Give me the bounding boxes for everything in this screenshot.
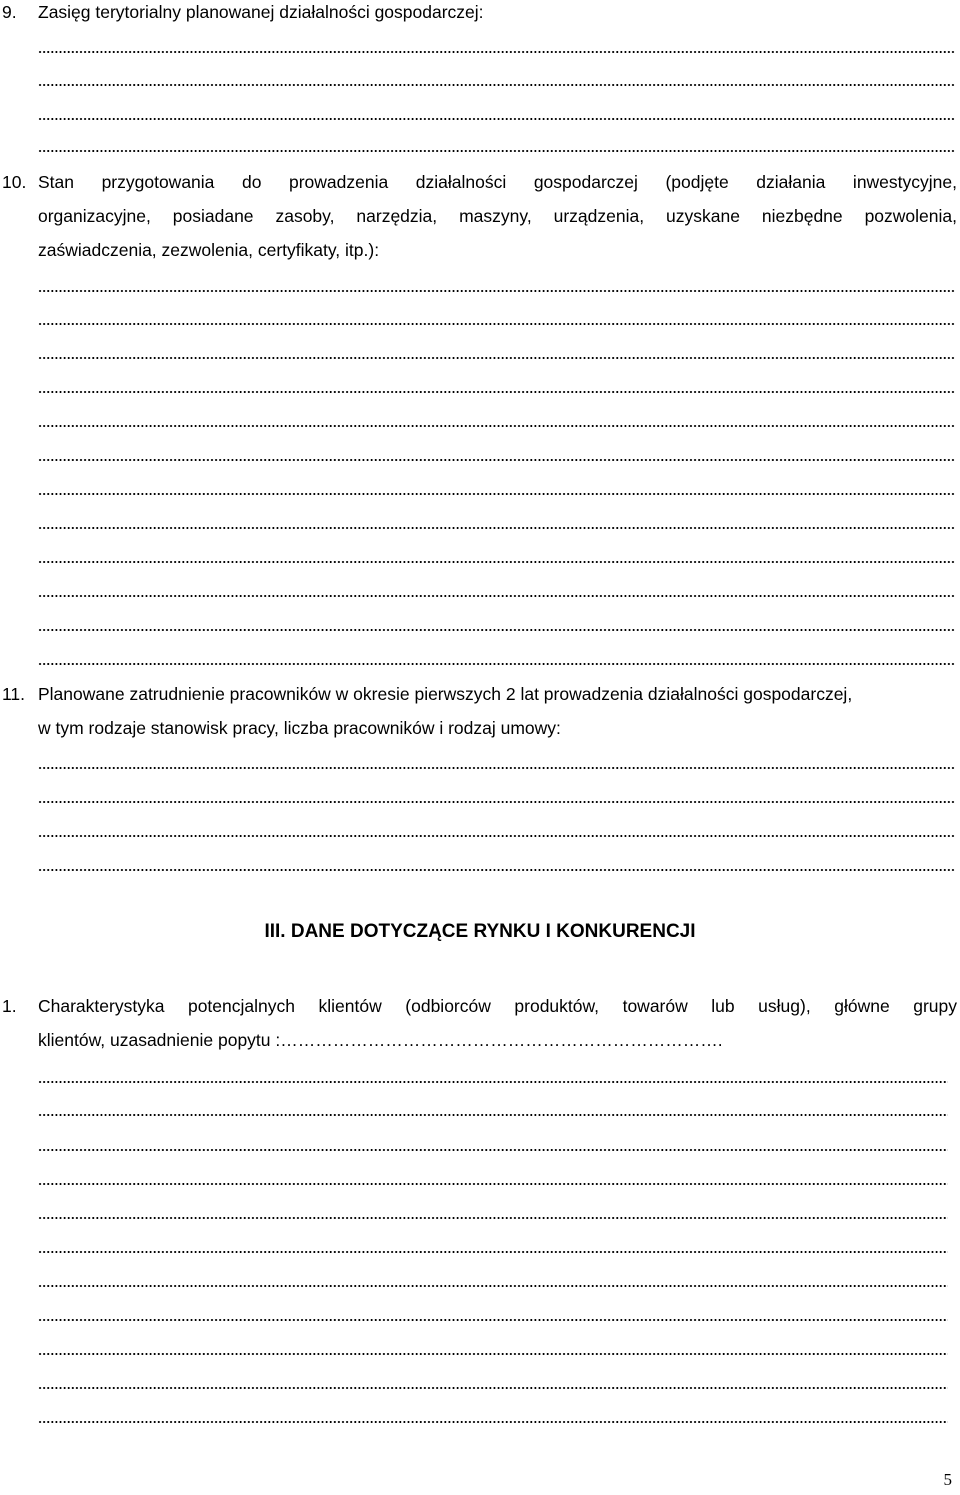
q10-answer-line-5[interactable] xyxy=(38,424,955,428)
section-heading: III. DANE DOTYCZĄCE RYNKU I KONKURENCJI xyxy=(264,921,696,942)
q10-answer-line-1[interactable] xyxy=(38,289,955,293)
s3-q1-answer-line-11[interactable] xyxy=(38,1420,948,1424)
q10-answer-line-10[interactable] xyxy=(38,594,955,598)
q10-answer-line-9[interactable] xyxy=(38,560,955,564)
q11-answer-line-3[interactable] xyxy=(38,834,955,838)
q10-answer-line-6[interactable] xyxy=(38,458,955,462)
q11-number: 11. xyxy=(2,684,26,704)
q9-answer-line-2[interactable] xyxy=(38,83,955,87)
q10-answer-line-2[interactable] xyxy=(38,322,955,326)
q10-answer-line-4[interactable] xyxy=(38,390,955,394)
s3-q1-answer-line-8[interactable] xyxy=(38,1318,948,1322)
q9-answer-line-1[interactable] xyxy=(38,50,955,54)
q11-answer-line-2[interactable] xyxy=(38,800,955,804)
q10-label-line-3: zaświadczenia, zezwolenia, certyfikaty, itp.): xyxy=(38,240,380,260)
s3-q1-answer-line-3[interactable] xyxy=(38,1148,948,1152)
page-number: 5 xyxy=(943,1470,952,1489)
s3-q1-answer-line-7[interactable] xyxy=(38,1284,948,1288)
s3-q1-answer-line-9[interactable] xyxy=(38,1352,948,1356)
s3-q1-answer-line-10[interactable] xyxy=(38,1386,948,1390)
q11-answer-line-1[interactable] xyxy=(38,766,955,770)
q10-label-line-1: Stan przygotowania do prowadzenia działalności gospodarczej (podjęte działania inwestycyjne, xyxy=(38,172,957,192)
s3-q1-label-line-1: Charakterystyka potencjalnych klientów (odbiorców produktów, towarów lub usług), główne grupy xyxy=(38,996,957,1016)
q9-number: 9. xyxy=(2,2,17,22)
q9-answer-line-4[interactable] xyxy=(38,149,955,153)
q10-answer-line-3[interactable] xyxy=(38,356,955,360)
s3-q1-answer-line-1[interactable] xyxy=(38,1080,948,1084)
s3-q1-answer-line-4[interactable] xyxy=(38,1182,948,1186)
s3-q1-answer-line-5[interactable] xyxy=(38,1216,948,1220)
q10-answer-line-8[interactable] xyxy=(38,526,955,530)
q10-answer-line-11[interactable] xyxy=(38,628,955,632)
q10-label-line-2: organizacyjne, posiadane zasoby, narzędzia, maszyny, urządzenia, uzyskane niezbędne pozwolenia, xyxy=(38,206,957,226)
s3-q1-number: 1. xyxy=(2,996,17,1016)
q9-answer-line-3[interactable] xyxy=(38,117,955,121)
s3-q1-answer-line-6[interactable] xyxy=(38,1250,948,1254)
q10-number: 10. xyxy=(2,172,27,192)
q9-label: Zasięg terytorialny planowanej działalności gospodarczej: xyxy=(38,2,484,22)
q11-label-line-1: Planowane zatrudnienie pracowników w okresie pierwszych 2 lat prowadzenia działalności gospodarczej, xyxy=(38,684,853,704)
s3-q1-label-line-2: klientów, uzasadnienie popytu :…………………………………………………………………. xyxy=(38,1030,723,1050)
q11-answer-line-4[interactable] xyxy=(38,868,955,872)
q10-answer-line-7[interactable] xyxy=(38,492,955,496)
s3-q1-answer-line-2[interactable] xyxy=(38,1113,948,1117)
q10-answer-line-12[interactable] xyxy=(38,662,955,666)
q11-label-line-2: w tym rodzaje stanowisk pracy, liczba pracowników i rodzaj umowy: xyxy=(38,718,561,738)
